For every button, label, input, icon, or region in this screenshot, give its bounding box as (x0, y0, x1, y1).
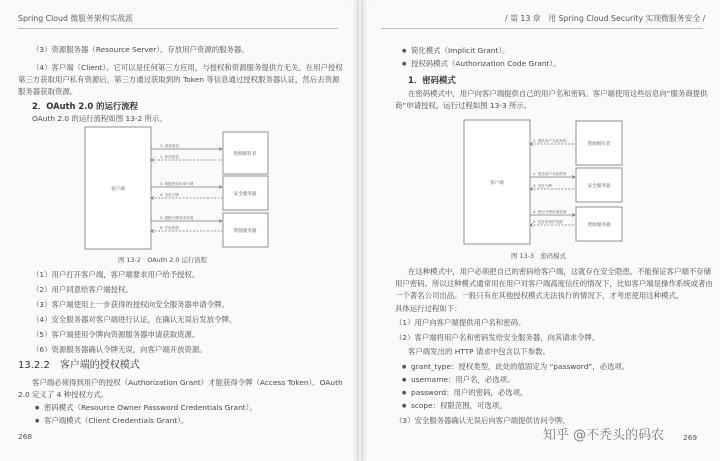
auth-server-label: 安全服务器 (233, 192, 257, 197)
text-line: 具体运行过程如下： (395, 304, 462, 313)
auth-server-label: 安全服务器 (587, 184, 611, 189)
section-title: 客户端的授权模式 (59, 360, 140, 371)
arrow-label: 5. 根据令牌请求资源 (160, 216, 194, 220)
arrow-label: 1. 提供用户名和密码 (533, 139, 567, 143)
text-line: 在这种模式中，用户必须把自己的密码给客户端，这就存在安全隐患。不能保证客户端不存储 (408, 267, 712, 276)
section-number: 13.2.2 (18, 360, 50, 371)
text-line: 服务器获取资源。 (18, 87, 78, 96)
step-line: （6）资源服务器确认令牌无误，向客户端开放资源。 (32, 345, 207, 354)
client-label: 客户端 (111, 187, 125, 192)
bullet-item: ● 简化模式（Implicit Grant）。 (411, 46, 509, 56)
arrow-label: 2. 获得授权 (160, 155, 179, 159)
param-item: ● username：用户名，必选项。 (411, 375, 514, 385)
param-item: ● password：用户的密码，必选项。 (411, 388, 527, 398)
arrow-label: 3. 发放令牌 (533, 184, 552, 188)
page-header: Spring Cloud 微服务架构实战派 (18, 14, 133, 23)
arrow-label: 3. 根据授权申请令牌 (160, 182, 194, 186)
text-line: （4）客户端（Client）。它可以是任何第三方应用，与授权和资源服务提供方无关。在用户授权 (32, 63, 343, 72)
text-line: 客户端发出的 HTTP 请求中包含以下参数。 (408, 347, 550, 356)
param-item: ● grant_type：授权类型，此处的值固定为 “password”，必选项。 (411, 362, 629, 372)
text-line: （3）资源服务器（Resource Server）。存放用户资源的服务器。 (32, 45, 249, 54)
bullet-item: ● 授权码模式（Authorization Code Grant）。 (411, 59, 560, 69)
owner-label: 资源拥有者 (233, 152, 257, 157)
arrow-label: 2. 发送用户名和密码 (533, 172, 567, 176)
bullet-item: ● 客户端模式（Client Credentials Grant）。 (44, 416, 188, 426)
step-line: （1）用户向客户端提供用户名和密码。 (395, 318, 526, 327)
text-line: 2.0 定义了 4 种授权方式。 (18, 390, 109, 399)
param-item: ● scope：权限范围，可选项。 (411, 401, 507, 411)
resource-server-label: 资源服务器 (587, 223, 611, 228)
text-line: 用户密码。所以这种模式通常用在用户对客户端高度信任的情况下，比如客户端是操作系统或者由 (395, 279, 713, 288)
owner-label: 资源拥有者 (587, 142, 611, 147)
figure-caption: 图 13-3 密码模式 (511, 252, 566, 260)
page-number: 268 (18, 432, 33, 441)
watermark: 知乎 @不秃头的码农 (543, 428, 665, 443)
arrow-label: 4. 发放令牌 (160, 193, 179, 197)
resource-server-label: 资源服务器 (233, 229, 257, 234)
step-line: （1）用户打开客户端，客户端要求用户给予授权。 (32, 270, 200, 279)
step-line: （2）客户端将用户名和密码发给安全服务器，向其请求令牌。 (395, 333, 600, 342)
text-line: 在密码模式中，用户向客户端提供自己的用户名和密码。客户端使用这些信息向“服务商提供 (408, 89, 708, 98)
step-line: （2）用户同意给客户端授权。 (32, 285, 133, 294)
section-heading (18, 361, 140, 371)
text-line: 商”申请授权。运行过程如图 13-3 所示。 (395, 101, 532, 110)
arrow-label: 5. 发放受保护资源 (533, 220, 563, 224)
step-line: （3）安全服务器确认无误后向客户端提供访问令牌。 (395, 416, 570, 425)
figure-caption: 图 13-2 OAuth 2.0 运行流程 (118, 256, 208, 264)
left-page (0, 0, 359, 461)
arrow-label: 1. 请求授权 (160, 144, 179, 148)
text-line: 一个著名公司出品。一般只有在其他授权模式无法执行的情况下，才考虑使用这种模式。 (395, 291, 684, 300)
right-page (361, 0, 720, 461)
arrow-label: 6. 开放资源 (160, 226, 179, 230)
step-line: （5）客户端使用令牌向资源服务器申请获取资源。 (32, 330, 200, 339)
text-line: 第三方获取用户私有资源后，第三方通过获取到的 Token 等信息通过授权服务器认证，然后去资源 (18, 75, 340, 84)
text-line: 客户端必须得到用户的授权（Authorization Grant）才能获得令牌（Access Token）。OAuth (32, 378, 343, 387)
page-number: 269 (683, 433, 698, 442)
section-heading: 2．OAuth 2.0 的运行流程 (32, 101, 139, 111)
text-line: OAuth 2.0 的运行流程如图 13-2 所示。 (32, 114, 167, 123)
client-label: 客户端 (490, 181, 504, 186)
bullet-item: ● 密码模式（Resource Owner Password Credentials Grant）。 (44, 403, 257, 413)
page-header: / 第 13 章 用 Spring Cloud Security 实现微服务安全 / (505, 14, 706, 23)
step-line: （3）客户端使用上一步获得的授权向安全服务器申请令牌。 (32, 300, 229, 309)
arrow-label: 4. 使用令牌申请资源 (533, 210, 567, 214)
step-line: （4）安全服务器对客户端进行认证，在确认无误后发放令牌。 (32, 315, 237, 324)
sub-heading: 1．密码模式 (408, 75, 456, 85)
